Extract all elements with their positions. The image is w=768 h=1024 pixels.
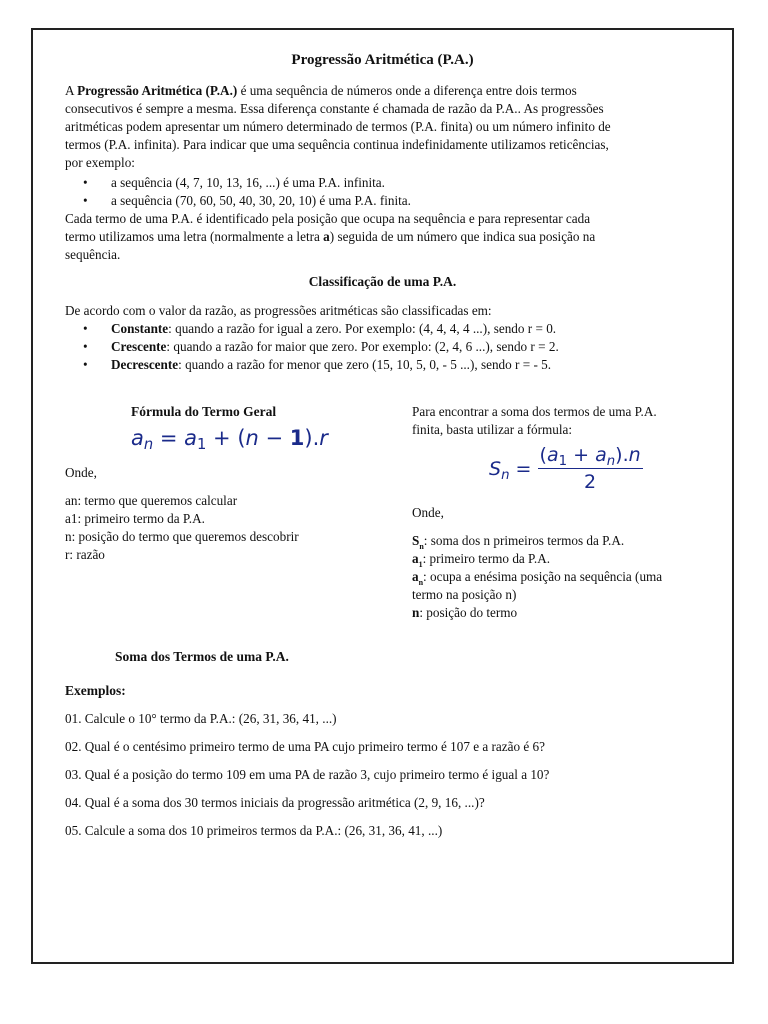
general-term-formula: $a_n = a_1 + (n - 1).r$ bbox=[131, 426, 328, 453]
classification-item-decrescente: Decrescente: quando a razão for menor que zero (15, 10, 5, 0, - 5 ...), sendo r = - 5. bbox=[111, 357, 552, 372]
classification-item-crescente: Crescente: quando a razão for maior que zero. Por exemplo: (2, 4, 6 ...), sendo r = 2. bbox=[111, 339, 559, 354]
sum-def-n: n: posição do termo bbox=[412, 605, 518, 620]
intro-paragraph: A Progressão Aritmética (P.A.) é uma sequência de números onde a diferença entre dois termos consecutivos é sempre a mesma. Essa diferença constante é chamada de razão da P.A.. As progressões aritméticas podem apresentar um número determinado de termos (P.A. finita) ou um número infinito de termos (P.A. infinita). Para indicar que uma sequência continua indefinidamente utilizamos reticências, por exemplo: bbox=[65, 83, 611, 170]
bullet-dot: • bbox=[83, 175, 88, 190]
general-term-def-a1: a1: primeiro termo da P.A. bbox=[65, 511, 205, 526]
sum-intro-line1: Para encontrar a soma dos termos de uma P.A. bbox=[412, 404, 657, 419]
sum-def-an: $a_n$: ocupa a enésima posição na sequência (uma bbox=[412, 569, 663, 587]
example-item: 05. Calcule a soma dos 10 primeiros termos da P.A.: (26, 31, 36, 41, ...) bbox=[65, 823, 443, 838]
general-term-def-r: r: razão bbox=[65, 547, 105, 562]
sum-onde: Onde, bbox=[412, 505, 444, 520]
general-term-def-an: an: termo que queremos calcular bbox=[65, 493, 238, 508]
intro-bullet-2: a sequência (70, 60, 50, 40, 30, 20, 10) é uma P.A. finita. bbox=[111, 193, 411, 208]
sum-formula: $S_n$ = $\frac{(a_1 + a_n).n}{2}$ bbox=[489, 444, 641, 493]
document-page bbox=[31, 28, 734, 964]
general-term-heading: Fórmula do Termo Geral bbox=[131, 404, 277, 419]
sum-def-sn: $S_n$: soma dos n primeiros termos da P.A. bbox=[412, 533, 625, 551]
sum-def-an-cont: termo na posição n) bbox=[412, 587, 517, 602]
general-term-onde: Onde, bbox=[65, 465, 97, 480]
classification-lead: De acordo com o valor da razão, as progressões aritméticas são classificadas em: bbox=[65, 303, 492, 318]
bullet-dot: • bbox=[83, 193, 88, 208]
intro-bold-term: Progressão Aritmética (P.A.) bbox=[77, 83, 238, 98]
examples-heading: Exemplos: bbox=[65, 683, 126, 698]
bullet-dot: • bbox=[83, 357, 88, 372]
intro-bullet-1: a sequência (4, 7, 10, 13, 16, ...) é uma P.A. infinita. bbox=[111, 175, 385, 190]
sum-terms-heading: Soma dos Termos de uma P.A. bbox=[115, 649, 289, 664]
example-item: 02. Qual é o centésimo primeiro termo de uma PA cujo primeiro termo é 107 e a razão é 6? bbox=[65, 739, 545, 754]
bullet-dot: • bbox=[83, 339, 88, 354]
page-title: Progressão Aritmética (P.A.) bbox=[291, 52, 474, 68]
classification-item-constante: Constante: quando a razão for igual a zero. Por exemplo: (4, 4, 4, 4 ...), sendo r = 0. bbox=[111, 321, 557, 336]
bullet-dot: • bbox=[83, 321, 88, 336]
example-item: 03. Qual é a posição do termo 109 em uma PA de razão 3, cujo primeiro termo é igual a 10? bbox=[65, 767, 550, 782]
intro-paragraph-2: Cada termo de uma P.A. é identificado pela posição que ocupa na sequência e para representar cada termo utilizamos uma letra (normalmente a letra a) seguida de um número que indica sua posição na sequência. bbox=[65, 211, 596, 262]
example-item: 01. Calcule o 10° termo da P.A.: (26, 31, 36, 41, ...) bbox=[65, 711, 337, 726]
sum-intro-line2: finita, basta utilizar a fórmula: bbox=[412, 422, 573, 437]
classification-heading: Classificação de uma P.A. bbox=[308, 274, 457, 289]
sum-def-a1: $a_1$: primeiro termo da P.A. bbox=[412, 551, 551, 569]
example-item: 04. Qual é a soma dos 30 termos iniciais da progressão aritmética (2, 9, 16, ...)? bbox=[65, 795, 485, 810]
general-term-def-n: n: posição do termo que queremos descobrir bbox=[65, 529, 299, 544]
